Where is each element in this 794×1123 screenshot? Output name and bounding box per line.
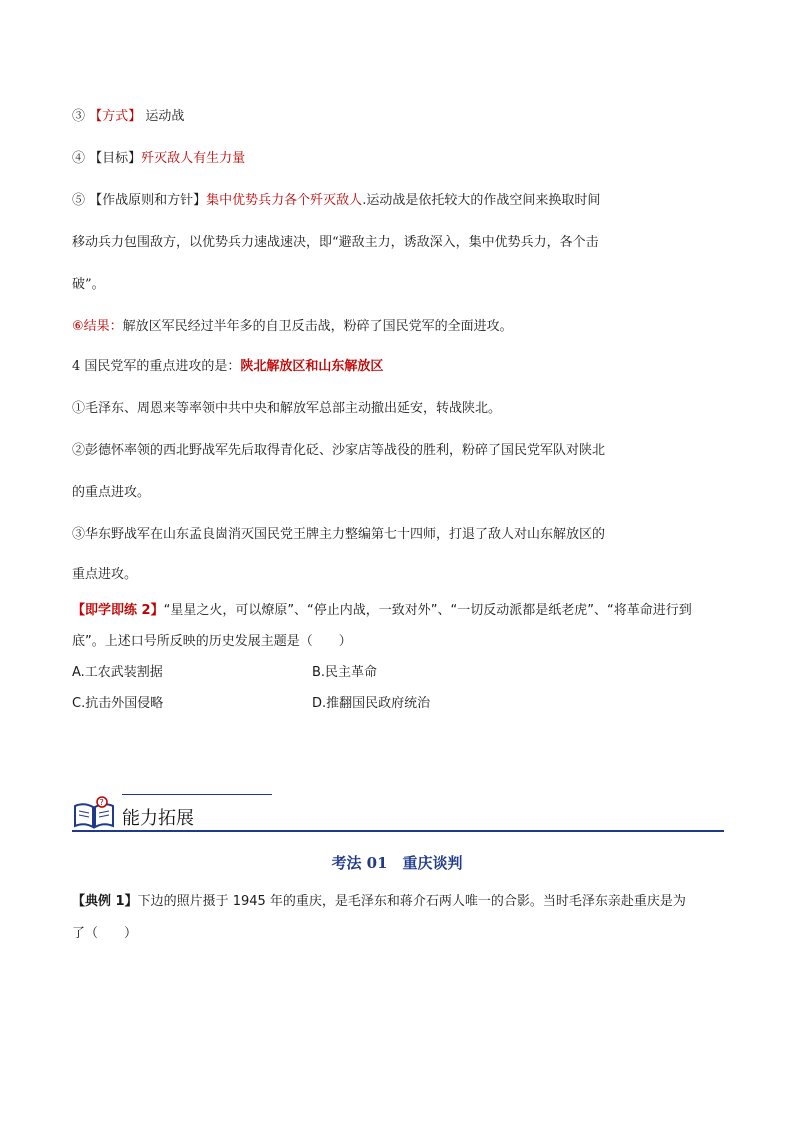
exercise-option-a: A.工农武装割据 <box>72 665 163 680</box>
key-attack-item-3-line-1: ③华东野战军在山东孟良崮消灭国民党王牌主力整编第七十四师，打退了敌人对山东解放区的 <box>72 527 606 542</box>
principle-line-3: 破”。 <box>72 277 105 292</box>
exercise-line-1 <box>72 602 692 620</box>
goal-line <box>72 150 245 168</box>
principle-line-2: 移动兵力包围敌方，以优势兵力速战速决，即“避敌主力，诱敌深入，集中优势兵力，各个击 <box>72 235 599 250</box>
example-line1-text: 下边的照片摄于 1945 年的重庆，是毛泽东和蒋介石两人唯一的合影。当时毛泽东亲赴重庆是为 <box>137 894 686 909</box>
result-text: 解放区军民经过半年多的自卫反击战，粉碎了国民党军的全面进攻。 <box>122 319 513 334</box>
principle-line1-rest: .运动战是依托较大的作战空间来换取时间 <box>362 193 601 208</box>
key-attack-item-2-line-1: ②彭德怀率领的西北野战军先后取得青化砭、沙家店等战役的胜利，粉碎了国民党军队对陕北 <box>72 443 606 458</box>
method-bracket-close: 】 <box>128 109 142 124</box>
exercise-line1-text: “星星之火，可以燎原”、“停止内战，一致对外”、“一切反动派都是纸老虎”、“将革命进行到 <box>163 603 692 618</box>
exercise-tag: 【即学即练 2】 <box>72 603 164 618</box>
method-num: ③ <box>72 109 86 124</box>
section-title: 能力拓展 <box>122 808 194 829</box>
example-line-2: 了（ ） <box>72 926 138 941</box>
key-attack-heading-text: 4 国民党军的重点进攻的是： <box>72 359 241 374</box>
goal-num: ④ <box>72 151 86 166</box>
method-text: 运动战 <box>145 109 185 124</box>
section-top-bar <box>122 794 272 795</box>
open-book-icon <box>72 796 116 830</box>
goal-text: 歼灭敌人有生力量 <box>141 151 246 166</box>
exercise-option-c: C.抗击外国侵略 <box>72 696 164 711</box>
method-label: 方式 <box>102 109 129 124</box>
method-bracket-open: 【 <box>89 109 103 124</box>
method-line <box>72 108 184 126</box>
exercise-option-d: D.推翻国民政府统治 <box>312 696 431 711</box>
exercise-line-2: 底”。上述口号所反映的历史发展主题是（ ） <box>72 634 352 649</box>
exercise-option-b: B.民主革命 <box>312 665 378 680</box>
key-attack-heading-emph: 陕北解放区和山东解放区 <box>240 359 384 374</box>
key-attack-item-1: ①毛泽东、周恩来等率领中共中央和解放军总部主动撤出延安，转战陕北。 <box>72 401 502 416</box>
goal-label: 【目标】 <box>89 151 142 166</box>
result-line <box>72 318 513 336</box>
result-label: ⑥结果： <box>72 319 123 334</box>
kaofa-title: 考法 01 重庆谈判 <box>331 854 463 872</box>
key-attack-item-3-line-2: 重点进攻。 <box>72 567 138 582</box>
principle-num: ⑤ <box>72 193 86 208</box>
example-line-1 <box>72 893 686 911</box>
section-heading <box>72 790 724 832</box>
principle-emph: 集中优势兵力各个歼灭敌人 <box>206 193 363 208</box>
principle-label: 【作战原则和方针】 <box>89 193 207 208</box>
key-attack-heading <box>72 358 383 376</box>
principle-line-1 <box>72 192 600 210</box>
svg-text:?: ? <box>99 798 104 807</box>
section-rule <box>72 830 724 832</box>
key-attack-item-2-line-2: 的重点进攻。 <box>72 485 151 500</box>
example-tag: 【典例 1】 <box>72 894 138 909</box>
